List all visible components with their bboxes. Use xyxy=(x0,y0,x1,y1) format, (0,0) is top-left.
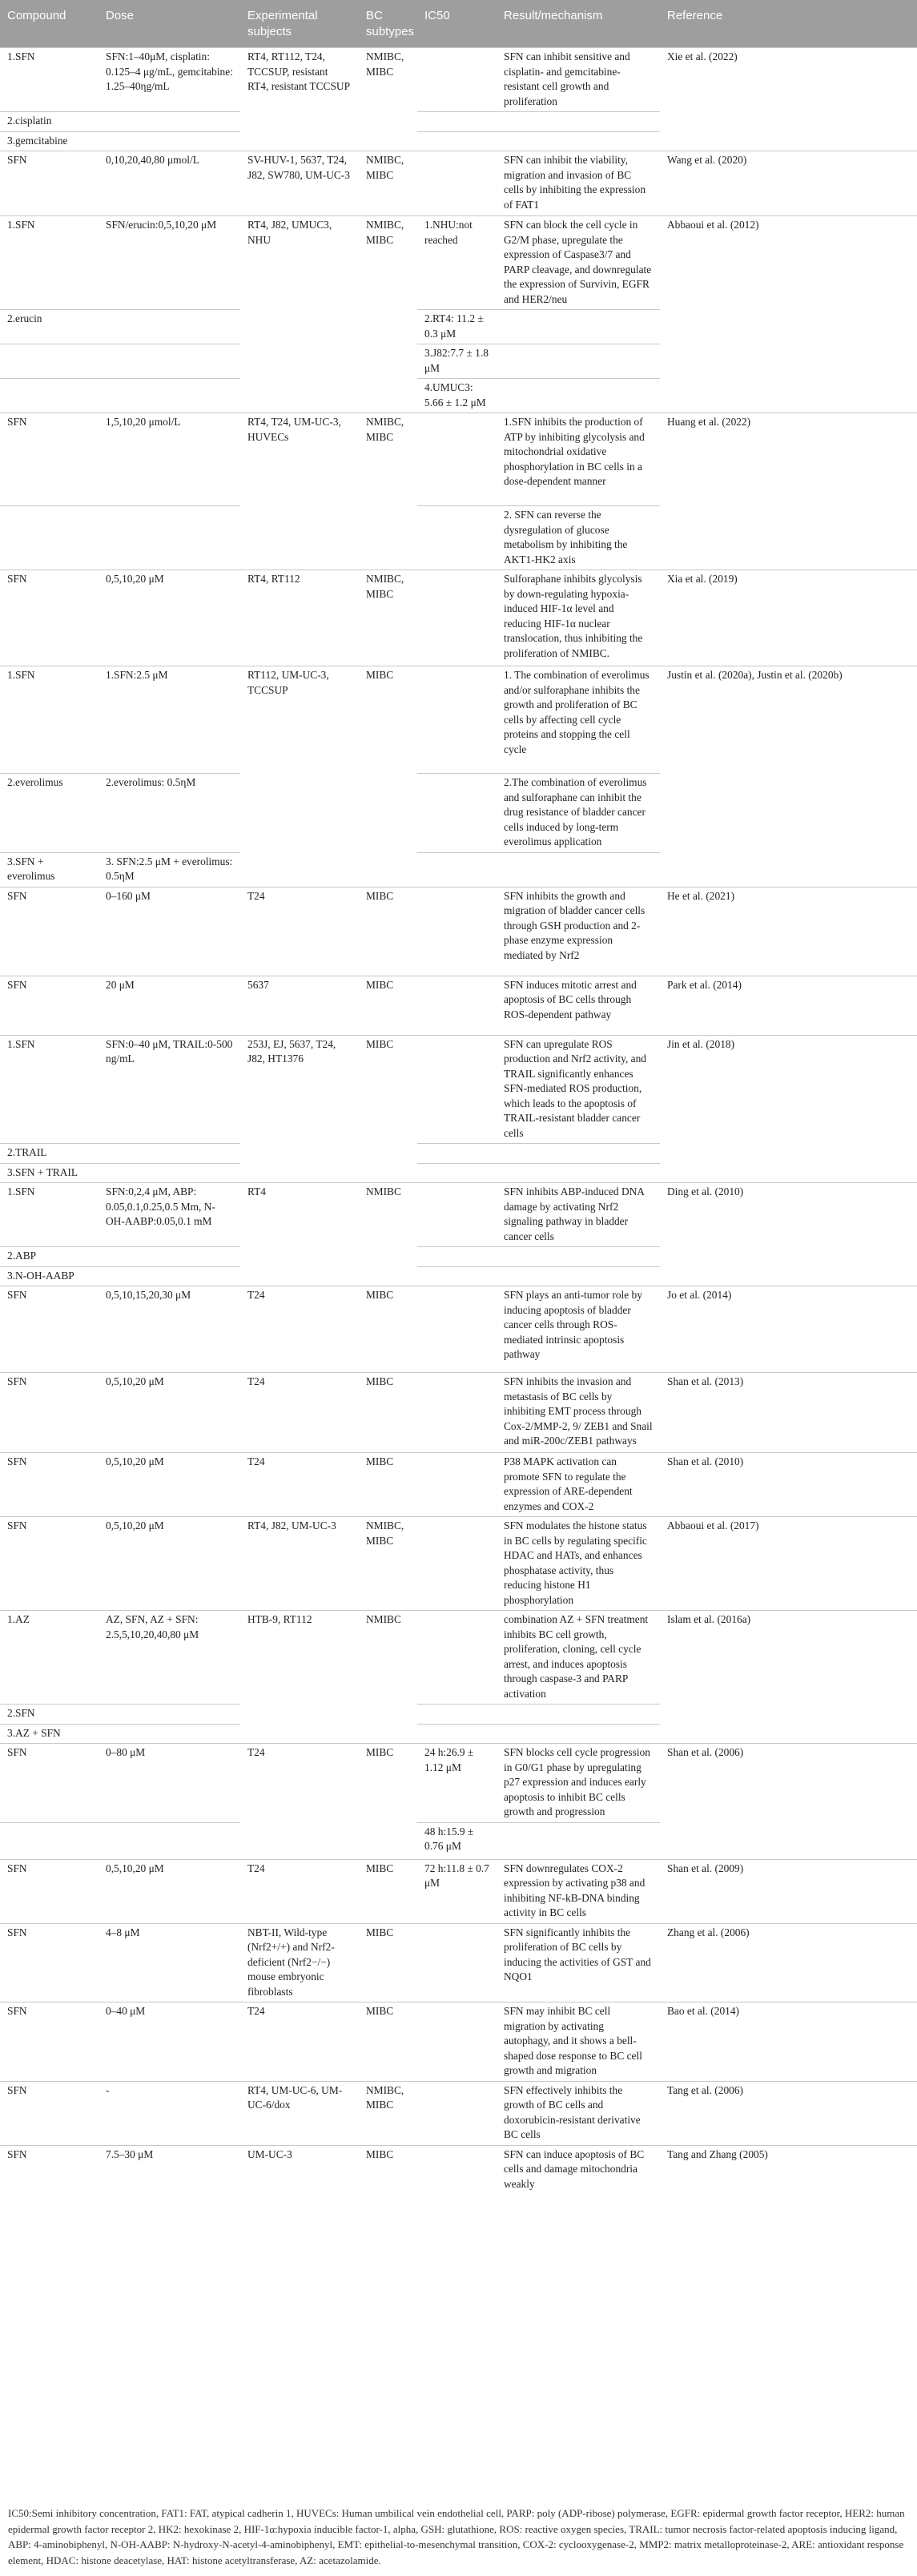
cell-dose: 0–160 μM xyxy=(99,887,240,976)
cell-dose: 0–80 μM xyxy=(99,1744,240,1823)
cell-dose: SFN:0,2,4 μM, ABP: 0.05,0.1,0.25,0.5 Mm, N-OH-AABP:0.05,0.1 mM xyxy=(99,1183,240,1247)
cell-ic50: 3.J82:7.7 ± 1.8 μM xyxy=(417,344,497,379)
cell-subtypes: MIBC xyxy=(359,1373,417,1453)
cell-ic50 xyxy=(417,1453,497,1517)
cell-subjects: RT4, RT112, T24, TCCSUP, resistant RT4, resistant TCCSUP xyxy=(240,48,359,151)
header-dose: Dose xyxy=(99,0,240,48)
cell-dose: 1,5,10,20 μmol/L xyxy=(99,413,240,506)
cell-reference: Bao et al. (2014) xyxy=(660,2002,917,2082)
cell-dose: 0–40 μM xyxy=(99,2002,240,2082)
cell-subjects: NBT-II, Wild-type (Nrf2+/+) and Nrf2-deficient (Nrf2−/−) mouse embryonic fibroblasts xyxy=(240,1923,359,2002)
cell-reference: Tang et al. (2006) xyxy=(660,2081,917,2145)
cell-reference: Abbaoui et al. (2017) xyxy=(660,1517,917,1611)
cell-reference: Park et al. (2014) xyxy=(660,976,917,1035)
cell-result: SFN can block the cell cycle in G2/M phase, upregulate the expression of Caspase3/7 and PARP cleavage, and downregulate the expression of Survivin, EGFR and HER2/neu xyxy=(497,216,660,310)
cell-reference: Shan et al. (2006) xyxy=(660,1744,917,1860)
cell-compound: SFN xyxy=(0,887,99,976)
table-row xyxy=(0,216,917,310)
cell-dose: 4–8 μM xyxy=(99,1923,240,2002)
cell-result xyxy=(497,310,660,344)
table-row xyxy=(0,48,917,112)
cell-subtypes: MIBC xyxy=(359,976,417,1035)
cell-ic50 xyxy=(417,2002,497,2082)
cell-subtypes: MIBC xyxy=(359,1923,417,2002)
cell-subjects: T24 xyxy=(240,1286,359,1373)
cell-result xyxy=(497,1724,660,1744)
cell-subtypes: NMIBC, MIBC xyxy=(359,48,417,151)
cell-subjects: T24 xyxy=(240,887,359,976)
cell-dose xyxy=(99,1705,240,1725)
cell-subjects: RT4, J82, UMUC3, NHU xyxy=(240,216,359,413)
table-row xyxy=(0,413,917,506)
cell-dose: 7.5–30 μM xyxy=(99,2145,240,2194)
cell-result: SFN can inhibit sensitive and cisplatin- and gemcitabine-resistant cell growth and proliferation xyxy=(497,48,660,112)
cell-subtypes: MIBC xyxy=(359,1286,417,1373)
cell-compound xyxy=(0,1822,99,1859)
cell-result: P38 MAPK activation can promote SFN to regulate the expression of ARE-dependent enzymes and COX-2 xyxy=(497,1453,660,1517)
header-reference: Reference xyxy=(660,0,917,48)
cell-subjects: UM-UC-3 xyxy=(240,2145,359,2194)
cell-ic50 xyxy=(417,852,497,887)
cell-compound: 2.ABP xyxy=(0,1247,99,1267)
table-row xyxy=(0,2081,917,2145)
cell-result: SFN significantly inhibits the proliferation of BC cells by inducing the activities of GST and NQO1 xyxy=(497,1923,660,2002)
table-row xyxy=(0,151,917,216)
cell-ic50 xyxy=(417,887,497,976)
cell-compound: 2.everolimus xyxy=(0,774,99,853)
cell-reference: Huang et al. (2022) xyxy=(660,413,917,570)
cell-dose xyxy=(99,1724,240,1744)
cell-ic50 xyxy=(417,1373,497,1453)
cell-ic50 xyxy=(417,1286,497,1373)
cell-compound: 2.TRAIL xyxy=(0,1144,99,1164)
header-bc-subtypes: BC subtypes xyxy=(359,0,417,48)
cell-dose: 1.SFN:2.5 μM xyxy=(99,666,240,774)
cell-dose xyxy=(99,310,240,344)
cell-reference: Xia et al. (2019) xyxy=(660,570,917,666)
header-row xyxy=(0,0,917,48)
table-row xyxy=(0,887,917,976)
cell-compound xyxy=(0,506,99,570)
cell-compound: 3.AZ + SFN xyxy=(0,1724,99,1744)
cell-ic50 xyxy=(417,976,497,1035)
cell-dose xyxy=(99,344,240,379)
cell-compound: 2.SFN xyxy=(0,1705,99,1725)
cell-ic50 xyxy=(417,1144,497,1164)
cell-result xyxy=(497,1822,660,1859)
cell-reference: Tang and Zhang (2005) xyxy=(660,2145,917,2194)
cell-ic50 xyxy=(417,151,497,216)
cell-subtypes: NMIBC, MIBC xyxy=(359,2081,417,2145)
cell-dose: 0,5,10,20 μM xyxy=(99,1453,240,1517)
cell-reference: Shan et al. (2013) xyxy=(660,1373,917,1453)
cell-dose: - xyxy=(99,2081,240,2145)
cell-result: SFN can upregulate ROS production and Nrf2 activity, and TRAIL significantly enhances SFN-mediated ROS production, which leads to the apoptosis of TRAIL-resistant bladder cancer cells xyxy=(497,1035,660,1144)
cell-compound: 2.erucin xyxy=(0,310,99,344)
header-ic50: IC50 xyxy=(417,0,497,48)
cell-reference: Jo et al. (2014) xyxy=(660,1286,917,1373)
cell-ic50: 2.RT4: 11.2 ± 0.3 μM xyxy=(417,310,497,344)
cell-reference: Shan et al. (2009) xyxy=(660,1859,917,1923)
header-result-mechanism: Result/mechanism xyxy=(497,0,660,48)
table-row xyxy=(0,1923,917,2002)
cell-reference: Islam et al. (2016a) xyxy=(660,1611,917,1744)
cell-result: SFN blocks cell cycle progression in G0/G1 phase by upregulating p27 expression and induces early apoptosis to inhibit BC cells growth and progression xyxy=(497,1744,660,1823)
cell-ic50: 1.NHU:not reached xyxy=(417,216,497,310)
cell-result xyxy=(497,1163,660,1183)
cell-subtypes: MIBC xyxy=(359,1859,417,1923)
cell-dose: 0,5,10,15,20,30 μM xyxy=(99,1286,240,1373)
cell-ic50 xyxy=(417,1611,497,1705)
table-row xyxy=(0,976,917,1035)
cell-compound: SFN xyxy=(0,976,99,1035)
cell-result: SFN can inhibit the viability, migration and invasion of BC cells by inhibiting the expression of FAT1 xyxy=(497,151,660,216)
cell-dose xyxy=(99,1247,240,1267)
cell-ic50 xyxy=(417,1163,497,1183)
table-footnote: IC50:Semi inhibitory concentration, FAT1: FAT, atypical cadherin 1, HUVECs: Human umbilical vein endothelial cell, PARP: poly (ADP-ribose) polymerase, EGFR: epidermal growth factor receptor, HER2: human epidermal growth factor receptor 2, HK2: hexokinase 2, HIF-1α:hypoxia inducible factor-1, alpha, GSH: glutathione, ROS: reactive oxygen species, TRAIL: tumor necrosis factor-related apoptosis inducing ligand, ABP: 4-aminobiphenyl, N-OH-AABP: N-hydroxy-N-acetyl-4-aminobiphenyl, EMT: epithelial-to-mesenchymal transition, COX-2: cyclooxygenase-2, MMP2: matrix metalloproteinase-2, ARE: antioxidant response element, HDAC: histone deacetylase, HAT: histone acetyltransferase, AZ: acetazolamide. xyxy=(8,2507,905,2566)
cell-ic50 xyxy=(417,506,497,570)
cell-subtypes: NMIBC, MIBC xyxy=(359,216,417,413)
cell-ic50 xyxy=(417,1266,497,1286)
cell-dose: 20 μM xyxy=(99,976,240,1035)
cell-subjects: T24 xyxy=(240,2002,359,2082)
cell-dose: 0,5,10,20 μM xyxy=(99,1517,240,1611)
cell-subtypes: MIBC xyxy=(359,1744,417,1860)
cell-compound xyxy=(0,344,99,379)
cell-subtypes: MIBC xyxy=(359,666,417,888)
cell-ic50 xyxy=(417,1517,497,1611)
cell-subjects: T24 xyxy=(240,1453,359,1517)
cell-dose: 3. SFN:2.5 μM + everolimus: 0.5ηM xyxy=(99,852,240,887)
cell-subjects: RT4, UM-UC-6, UM-UC-6/dox xyxy=(240,2081,359,2145)
cell-result xyxy=(497,379,660,413)
cell-dose: 0,5,10,20 μM xyxy=(99,1859,240,1923)
cell-compound: 3.SFN + TRAIL xyxy=(0,1163,99,1183)
cell-compound: SFN xyxy=(0,2002,99,2082)
cell-dose: SFN:0–40 μM, TRAIL:0-500 ng/mL xyxy=(99,1035,240,1144)
cell-result xyxy=(497,1705,660,1725)
table-row xyxy=(0,666,917,774)
cell-subtypes: NMIBC, MIBC xyxy=(359,570,417,666)
cell-compound: SFN xyxy=(0,1923,99,2002)
cell-result: SFN inhibits the invasion and metastasis of BC cells by inhibiting EMT process through Cox-2/MMP-2, 9/ ZEB1 and Snail and miR-200c/ZEB1 pathways xyxy=(497,1373,660,1453)
cell-ic50 xyxy=(417,2145,497,2194)
cell-compound: SFN xyxy=(0,2081,99,2145)
cell-ic50 xyxy=(417,1247,497,1267)
cell-dose xyxy=(99,1266,240,1286)
cell-result: SFN induces mitotic arrest and apoptosis of BC cells through ROS-dependent pathway xyxy=(497,976,660,1035)
cell-ic50 xyxy=(417,1035,497,1144)
cell-compound: 3.SFN + everolimus xyxy=(0,852,99,887)
cell-ic50 xyxy=(417,570,497,666)
cell-result: combination AZ + SFN treatment inhibits BC cell growth, proliferation, cloning, cell cycle arrest, and induces apoptosis through caspase-3 and PARP activation xyxy=(497,1611,660,1705)
cell-dose: 0,5,10,20 μM xyxy=(99,1373,240,1453)
cell-dose xyxy=(99,379,240,413)
cell-subjects: 5637 xyxy=(240,976,359,1035)
cell-dose xyxy=(99,131,240,151)
cell-result xyxy=(497,1144,660,1164)
cell-dose xyxy=(99,506,240,570)
cell-result: 1.SFN inhibits the production of ATP by inhibiting glycolysis and mitochondrial oxidative phosphorylation in BC cells in a dose-dependent manner xyxy=(497,413,660,506)
cell-ic50: 72 h:11.8 ± 0.7 μM xyxy=(417,1859,497,1923)
cell-ic50 xyxy=(417,774,497,853)
table-row xyxy=(0,570,917,666)
table-row xyxy=(0,1183,917,1247)
cell-result xyxy=(497,1266,660,1286)
cell-subtypes: MIBC xyxy=(359,1035,417,1183)
cell-result xyxy=(497,1247,660,1267)
cell-subtypes: MIBC xyxy=(359,2002,417,2082)
cell-compound: SFN xyxy=(0,1373,99,1453)
cell-dose: SFN/erucin:0,5,10,20 μM xyxy=(99,216,240,310)
cell-ic50 xyxy=(417,112,497,132)
cell-subtypes: MIBC xyxy=(359,2145,417,2194)
cell-compound: 1.SFN xyxy=(0,216,99,310)
table-row xyxy=(0,1453,917,1517)
cell-subjects: RT4, J82, UM-UC-3 xyxy=(240,1517,359,1611)
cell-subjects: RT4, RT112 xyxy=(240,570,359,666)
cell-subjects: HTB-9, RT112 xyxy=(240,1611,359,1744)
cell-subjects: T24 xyxy=(240,1373,359,1453)
cell-compound: SFN xyxy=(0,2145,99,2194)
cell-reference: Jin et al. (2018) xyxy=(660,1035,917,1183)
cell-compound: 1.SFN xyxy=(0,1183,99,1247)
table-row xyxy=(0,1859,917,1923)
cell-compound: SFN xyxy=(0,1517,99,1611)
cell-compound: 1.SFN xyxy=(0,666,99,774)
cell-result: SFN plays an anti-tumor role by inducing apoptosis of bladder cancer cells through ROS-mediated intrinsic apoptosis pathway xyxy=(497,1286,660,1373)
cell-result: SFN downregulates COX-2 expression by activating p38 and inhibiting NF-kB-DNA binding activity in BC cells xyxy=(497,1859,660,1923)
table-row xyxy=(0,1517,917,1611)
table-header xyxy=(0,0,917,48)
cell-dose xyxy=(99,112,240,132)
cell-compound: SFN xyxy=(0,570,99,666)
cell-compound: SFN xyxy=(0,151,99,216)
table-row xyxy=(0,1611,917,1705)
cell-ic50 xyxy=(417,1724,497,1744)
cell-subtypes: NMIBC, MIBC xyxy=(359,1517,417,1611)
cell-ic50 xyxy=(417,1705,497,1725)
table-row xyxy=(0,1373,917,1453)
cell-reference: Ding et al. (2010) xyxy=(660,1183,917,1286)
cell-ic50 xyxy=(417,413,497,506)
cell-subjects: RT112, UM-UC-3, TCCSUP xyxy=(240,666,359,888)
cell-reference: He et al. (2021) xyxy=(660,887,917,976)
header-compound: Compound xyxy=(0,0,99,48)
cell-result: Sulforaphane inhibits glycolysis by down-regulating hypoxia-induced HIF-1α level and reducing HIF-1α nuclear translocation, thus inhibiting the proliferation of NMIBC. xyxy=(497,570,660,666)
cell-result: 1. The combination of everolimus and/or sulforaphane inhibits the growth and proliferation of BC cells by affecting cell cycle proteins and stopping the cell cycle xyxy=(497,666,660,774)
cell-reference: Shan et al. (2010) xyxy=(660,1453,917,1517)
cell-subtypes: MIBC xyxy=(359,887,417,976)
cell-subjects: T24 xyxy=(240,1859,359,1923)
cell-ic50 xyxy=(417,48,497,112)
cell-subjects: 253J, EJ, 5637, T24, J82, HT1376 xyxy=(240,1035,359,1183)
cell-compound: SFN xyxy=(0,1286,99,1373)
cell-result: SFN inhibits ABP-induced DNA damage by activating Nrf2 signaling pathway in bladder cancer cells xyxy=(497,1183,660,1247)
cell-subtypes: NMIBC xyxy=(359,1183,417,1286)
cell-result: SFN may inhibit BC cell migration by activating autophagy, and it shows a bell-shaped dose response to BC cell growth and migration xyxy=(497,2002,660,2082)
cell-reference: Zhang et al. (2006) xyxy=(660,1923,917,2002)
cell-result xyxy=(497,112,660,132)
cell-dose: SFN:1–40μM, cisplatin: 0.125–4 μg/mL, gemcitabine: 1.25–40ηg/mL xyxy=(99,48,240,112)
cell-dose: 2.everolimus: 0.5ηM xyxy=(99,774,240,853)
cell-reference: Wang et al. (2020) xyxy=(660,151,917,216)
cell-ic50 xyxy=(417,1923,497,2002)
cell-ic50: 24 h:26.9 ± 1.12 μM xyxy=(417,1744,497,1823)
cell-ic50 xyxy=(417,131,497,151)
cell-result xyxy=(497,852,660,887)
table-row xyxy=(0,2002,917,2082)
cell-subjects: T24 xyxy=(240,1744,359,1860)
cell-ic50: 48 h:15.9 ± 0.76 μM xyxy=(417,1822,497,1859)
cell-dose: 0,5,10,20 μM xyxy=(99,570,240,666)
header-experimental-subjects: Experimental subjects xyxy=(240,0,359,48)
cell-subtypes: NMIBC, MIBC xyxy=(359,413,417,570)
cell-reference: Abbaoui et al. (2012) xyxy=(660,216,917,413)
cell-subjects: RT4, T24, UM-UC-3, HUVECs xyxy=(240,413,359,570)
cell-result: 2. SFN can reverse the dysregulation of glucose metabolism by inhibiting the AKT1-HK2 axis xyxy=(497,506,660,570)
table-row xyxy=(0,2145,917,2194)
cell-dose xyxy=(99,1163,240,1183)
cell-result: 2.The combination of everolimus and sulforaphane can inhibit the drug resistance of bladder cancer cells induced by long-term everolimus application xyxy=(497,774,660,853)
cell-compound: 3.gemcitabine xyxy=(0,131,99,151)
cell-subjects: SV-HUV-1, 5637, T24, J82, SW780, UM-UC-3 xyxy=(240,151,359,216)
cell-compound: SFN xyxy=(0,413,99,506)
cell-compound: 1.SFN xyxy=(0,48,99,112)
cell-result xyxy=(497,131,660,151)
cell-result: SFN can induce apoptosis of BC cells and damage mitochondria weakly xyxy=(497,2145,660,2194)
cell-reference: Justin et al. (2020a), Justin et al. (2020b) xyxy=(660,666,917,888)
table-row xyxy=(0,1286,917,1373)
cell-compound: 1.AZ xyxy=(0,1611,99,1705)
cell-compound: SFN xyxy=(0,1859,99,1923)
cell-compound: SFN xyxy=(0,1744,99,1823)
cell-result xyxy=(497,344,660,379)
cell-dose: 0,10,20,40,80 μmol/L xyxy=(99,151,240,216)
cell-ic50 xyxy=(417,666,497,774)
cell-result: SFN inhibits the growth and migration of bladder cancer cells through GSH production and 2-phase enzyme expression mediated by Nrf2 xyxy=(497,887,660,976)
table-row xyxy=(0,1035,917,1144)
cell-compound: 2.cisplatin xyxy=(0,112,99,132)
cell-ic50 xyxy=(417,2081,497,2145)
cell-compound: 1.SFN xyxy=(0,1035,99,1144)
cell-subtypes: NMIBC, MIBC xyxy=(359,151,417,216)
cell-result: SFN modulates the histone status in BC cells by regulating specific HDAC and HATs, and enhances phosphatase activity, thus reducing histone H1 phosphorylation xyxy=(497,1517,660,1611)
cell-ic50: 4.UMUC3: 5.66 ± 1.2 μM xyxy=(417,379,497,413)
table-body xyxy=(0,48,917,2195)
cell-compound: SFN xyxy=(0,1453,99,1517)
cell-subjects: RT4 xyxy=(240,1183,359,1286)
cell-reference: Xie et al. (2022) xyxy=(660,48,917,151)
cell-dose xyxy=(99,1144,240,1164)
cell-ic50 xyxy=(417,1183,497,1247)
cell-subtypes: MIBC xyxy=(359,1453,417,1517)
cell-dose: AZ, SFN, AZ + SFN: 2.5,5,10,20,40,80 μM xyxy=(99,1611,240,1705)
cell-subtypes: NMIBC xyxy=(359,1611,417,1744)
cell-dose xyxy=(99,1822,240,1859)
cell-result: SFN effectively inhibits the growth of BC cells and doxorubicin-resistant derivative BC cells xyxy=(497,2081,660,2145)
cell-compound xyxy=(0,379,99,413)
cell-compound: 3.N-OH-AABP xyxy=(0,1266,99,1286)
table-row xyxy=(0,1744,917,1823)
